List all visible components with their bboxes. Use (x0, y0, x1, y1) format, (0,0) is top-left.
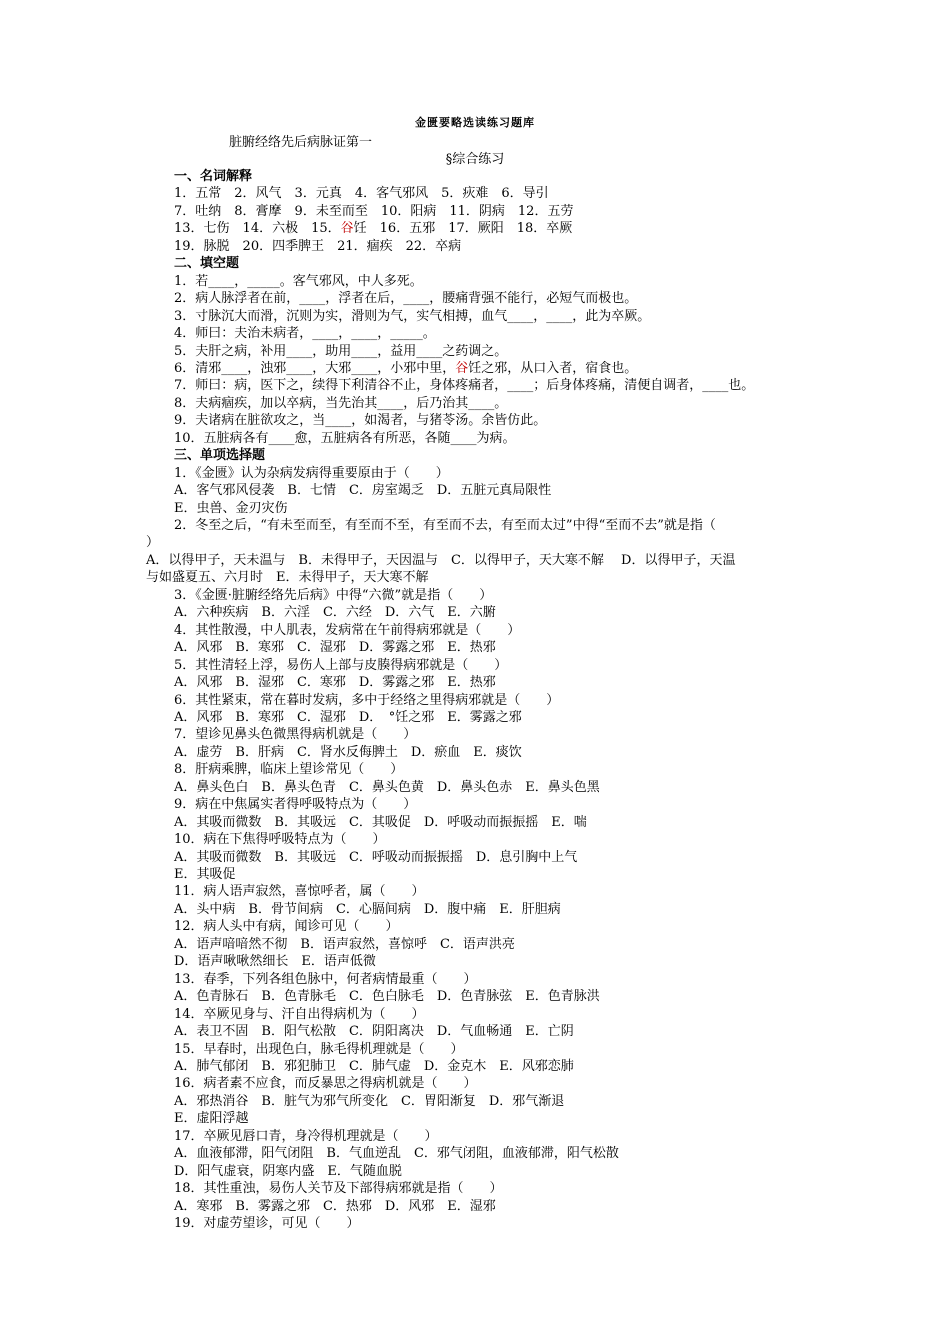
line-text: 17．卒厥见唇口青，身冷得机理就是（ ） (174, 1128, 438, 1144)
section-title: §综合练习 (445, 152, 505, 167)
line-text: A．风邪 B．寒邪 C．湿邪 D．雾露之邪 E．热邪 (174, 640, 496, 656)
text-line (174, 988, 600, 1005)
highlighted-char: 谷 (340, 221, 354, 237)
line-text: D．语声啾啾然细长 E．语声低微 (174, 954, 376, 970)
line-text: ） (146, 535, 160, 551)
line-text: 8．夫病痼疾，加以卒病，当先治其____，后乃治其____。 (174, 395, 508, 411)
line-text: 11．病人语声寂然，喜惊呼者，属（ ） (174, 884, 425, 900)
line-text: A．肺气郁闭 B．邪犯肺卫 C．肺气虚 D．金克木 E．风邪恋肺 (174, 1058, 574, 1074)
text-line (174, 779, 600, 796)
text-line (174, 430, 516, 447)
line-text: 三、单项选择题 (174, 448, 266, 464)
line-text: 16．病者素不应食，而反暴思之得病机就是（ ） (174, 1076, 477, 1092)
text-line (174, 185, 549, 202)
line-text: 2．病人脉浮者在前，____，浮者在后，____，腰痛背强不能行，必短气而极也。 (174, 291, 638, 307)
line-text: 1．五常 2．风气 3．元真 4．客气邪风 5．疢难 6．导引 (174, 186, 549, 202)
text-line (174, 1110, 249, 1127)
text-line (174, 360, 637, 377)
line-text: 15．早春时，出现色白，脉毛得机理就是（ ） (174, 1041, 464, 1057)
line-text: A．客气邪风侵袭 B．七情 C．房室竭乏 D．五脏元真局限性 (174, 483, 552, 499)
text-line (174, 936, 515, 953)
line-text: 4．师曰：夫治未病者，____，____，_____。 (174, 326, 436, 342)
line-text: 10．病在下焦得呼吸特点为（ ） (174, 832, 386, 848)
text-line (174, 220, 572, 237)
line-text: A．其吸而微数 B．其吸远 C．呼吸动而振振摇 D．息引胸中上气 (174, 849, 578, 865)
text-line (174, 1198, 496, 1215)
text-line (174, 343, 507, 360)
line-text: A．以得甲子，天未温与 B．未得甲子，天因温与 C．以得甲子，天大寒不解 D．以得甲子，天温 (146, 552, 736, 568)
text-line (174, 622, 520, 639)
line-text: 10．五脏病各有____愈，五脏病各有所恶，各随____为病。 (174, 430, 516, 446)
text-line (174, 849, 577, 866)
text-line (174, 238, 461, 255)
text-line (174, 814, 587, 831)
line-text: 1．若____，_____。客气邪风，中人多死。 (174, 273, 423, 289)
line-text: A．虚劳 B．肝病 C．肾水反侮脾土 D．瘀血 E．痰饮 (174, 744, 522, 760)
line-text: A．六种疾病 B．六淫 C．六经 D．六气 E．六腑 (174, 605, 496, 621)
text-line (174, 883, 425, 900)
line-text: 12．病人头中有病，闻诊可见（ ） (174, 919, 399, 935)
text-line (174, 761, 403, 778)
text-line (174, 1006, 425, 1023)
line-text: A．鼻头色白 B．鼻头色青 C．鼻头色黄 D．鼻头色赤 E．鼻头色黑 (174, 779, 600, 795)
line-text: 13．七伤 14．六极 15． (174, 221, 341, 237)
text-line (174, 866, 236, 883)
line-text: A．风邪 B．寒邪 C．湿邪 D． °饪之邪 E．雾露之邪 (174, 709, 522, 725)
section-heading (174, 447, 265, 464)
line-text: 8．肝病乘脾，临床上望诊常见（ ） (174, 762, 404, 778)
text-line (174, 971, 477, 988)
line-text: A．邪热消谷 B．脏气为邪气所变化 C．胃阳渐复 D．邪气渐退 (174, 1093, 565, 1109)
line-text: 4．其性散漫，中人肌表，发病常在午前得病邪就是（ ） (174, 622, 521, 638)
line-text: 19．对虚劳望诊，可见（ ） (174, 1216, 360, 1231)
line-text: 9．夫诸病在脏欲攻之，当____，如渴者，与猪苓汤。余皆仿此。 (174, 413, 547, 429)
text-line (174, 377, 754, 394)
line-text: 1．《金匮》认为杂病发病得重要原由于（ ） (174, 465, 449, 481)
text-line (174, 744, 522, 761)
text-line (174, 1163, 402, 1180)
line-text: 与如盛夏五、六月时 E．未得甲子，天大寒不解 (146, 570, 429, 586)
line-text: 6．清邪____，浊邪____，大邪____，小邪中里， (174, 360, 456, 376)
text-line (174, 203, 573, 220)
text-line (174, 1180, 503, 1197)
text-line (174, 831, 386, 848)
line-text: 19．脉脱 20．四季脾王 21．痼疾 22．卒病 (174, 238, 462, 254)
text-line (146, 569, 429, 586)
line-text-rest: 饪之邪，从口入者，宿食也。 (468, 360, 638, 376)
line-text: A．风邪 B．湿邪 C．寒邪 D．雾露之邪 E．热邪 (174, 675, 496, 691)
text-line (174, 395, 507, 412)
text-line (174, 273, 423, 290)
line-text: A．寒邪 B．雾露之邪 C．热邪 D．风邪 E．湿邪 (174, 1198, 496, 1214)
text-line (146, 552, 735, 569)
section-heading (174, 255, 239, 272)
line-text: 14．卒厥见身与、汗自出得病机为（ ） (174, 1006, 425, 1022)
document-title: 金匮要略选读练习题库 (415, 116, 535, 129)
line-text: 13．春季，下列各组色脉中，何者病情最重（ ） (174, 971, 477, 987)
text-line (174, 953, 376, 970)
line-text: 9．病在中焦属实者得呼吸特点为（ ） (174, 797, 417, 813)
text-line (174, 325, 436, 342)
line-text: E．其吸促 (174, 867, 236, 882)
text-line (174, 412, 546, 429)
line-text: 一、名词解释 (174, 169, 253, 184)
text-line (174, 465, 449, 482)
line-text: 3．《金匮·脏腑经络先后病》中得“六微”就是指（ ） (174, 587, 493, 603)
line-text: 2．冬至之后，“有未至而至，有至而不至，有至而不去，有至而太过”中得“至而不去”就是指（ (174, 518, 716, 533)
text-line (174, 709, 522, 726)
text-line (174, 517, 716, 534)
text-line (174, 1041, 464, 1058)
line-text: 7．师曰：病，医下之，续得下利清谷不止，身体疼痛者，____；后身体疼痛，清便自调者，____也。 (174, 378, 755, 394)
section-heading (174, 168, 252, 185)
line-text: 7．望诊见鼻头色微黑得病机就是（ ） (174, 727, 417, 743)
line-text: A．其吸而微数 B．其吸远 C．其吸促 D．呼吸动而振振摇 E．喘 (174, 814, 587, 830)
text-line (174, 918, 399, 935)
text-line (174, 1093, 564, 1110)
line-text: E．虚阳浮越 (174, 1111, 249, 1127)
text-line (174, 1058, 574, 1075)
text-line (174, 796, 416, 813)
line-text: A．表卫不固 B．阳气松散 C．阴阳离决 D．气血畅通 E．亡阴 (174, 1024, 574, 1040)
line-text: D．阳气虚衰，阴寒内盛 E．气随血脱 (174, 1163, 402, 1179)
text-line (174, 1075, 477, 1092)
text-line (174, 674, 496, 691)
line-text-rest: 饪 16．五邪 17．厥阳 18．卒厥 (353, 221, 573, 237)
text-line (174, 1215, 360, 1232)
text-line (174, 308, 650, 325)
text-line (146, 534, 159, 551)
text-line (174, 692, 559, 709)
text-line (174, 290, 637, 307)
line-text: A．色青脉石 B．色青脉毛 C．色白脉毛 D．色青脉弦 E．色青脉洪 (174, 989, 600, 1005)
text-line (174, 500, 288, 517)
line-text: 6．其性紧束，常在暮时发病，多中于经络之里得病邪就是（ ） (174, 692, 560, 708)
line-text: A．头中病 B．骨节间病 C．心膈间病 D．腹中痛 E．肝胆病 (174, 901, 561, 917)
text-line (174, 726, 416, 743)
text-line (174, 901, 561, 918)
text-line (174, 657, 507, 674)
line-text: A．血液郁滞，阳气闭阻 B．气血逆乱 C．邪气闭阻，血液郁滞，阳气松散 (174, 1146, 619, 1162)
line-text: E．虫兽、金刃灾伤 (174, 500, 288, 516)
text-line (174, 587, 492, 604)
line-text: 二、填空题 (174, 256, 240, 272)
line-text: A．语声喑喑然不彻 B．语声寂然，喜惊呼 C．语声洪亮 (174, 936, 515, 952)
text-line (174, 1023, 574, 1040)
line-text: 3．寸脉沉大而滑，沉则为实，滑则为气，实气相搏，血气____，____，此为卒厥。 (174, 308, 651, 324)
text-line (174, 482, 551, 499)
text-line (174, 639, 496, 656)
text-line (174, 1128, 438, 1145)
text-line (174, 1145, 619, 1162)
line-text: 5．其性清轻上浮，易伤人上部与皮腠得病邪就是（ ） (174, 657, 508, 673)
line-text: 18．其性重浊，易伤人关节及下部得病邪就是指（ ） (174, 1181, 503, 1197)
chapter-title: 脏腑经络先后病脉证第一 (229, 135, 373, 150)
text-line (174, 604, 496, 621)
line-text: 5．夫肝之病，补用____，助用____，益用____之药调之。 (174, 343, 508, 359)
line-text: 7．吐纳 8．膏摩 9．未至而至 10．阳病 11．阴病 12．五劳 (174, 203, 574, 219)
highlighted-char: 谷 (455, 360, 469, 376)
